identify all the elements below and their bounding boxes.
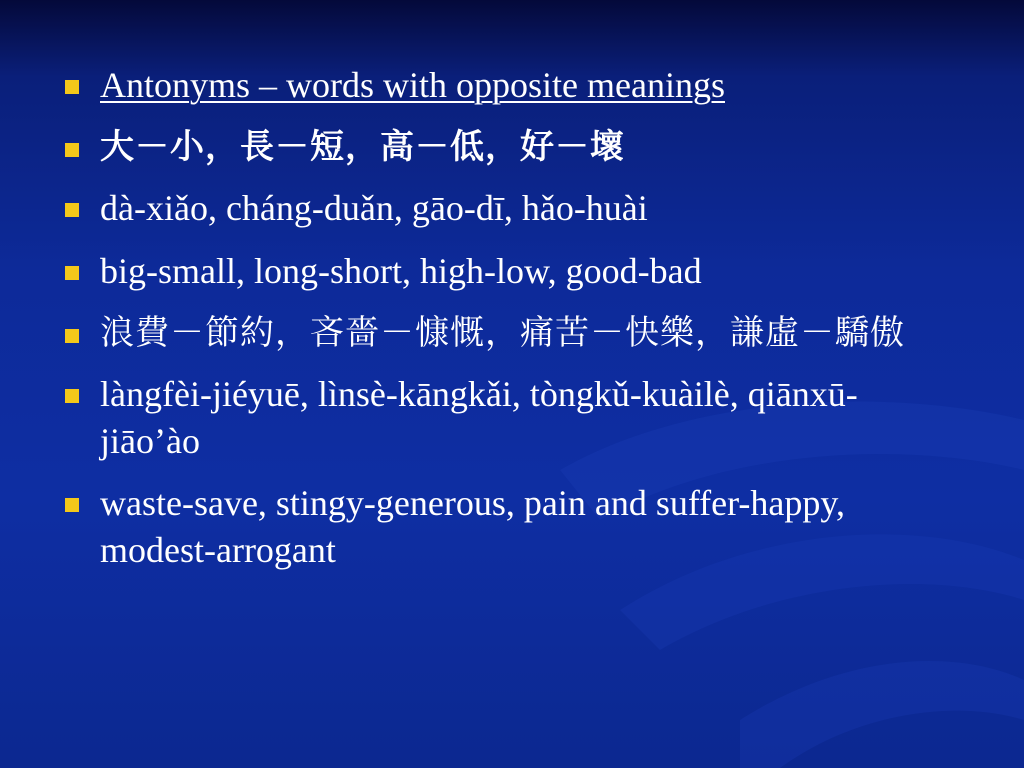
bullet-square-icon bbox=[65, 80, 79, 94]
bullet-item-chinese-advanced bbox=[62, 311, 942, 355]
bullet-item-english-basic bbox=[62, 248, 942, 295]
bullet-list bbox=[62, 62, 942, 590]
bullet-text: dà-xiǎo, cháng-duǎn, gāo-dī, hǎo-huài bbox=[100, 187, 648, 228]
bullet-text: 浪費－節約，吝嗇－慷慨，痛苦－快樂，謙虛－驕傲 bbox=[100, 312, 905, 353]
bullet-square-icon bbox=[65, 329, 79, 343]
bullet-square-icon bbox=[65, 266, 79, 280]
bullet-item-english-advanced bbox=[62, 480, 942, 574]
bullet-text: 大－小，長－短，高－低，好－壞 bbox=[100, 126, 625, 167]
bullet-text: waste-save, stingy-generous, pain and suffer-happy, modest-arrogant bbox=[100, 483, 846, 571]
bullet-item-definition bbox=[62, 62, 942, 109]
bullet-item-pinyin-advanced bbox=[62, 371, 942, 465]
bullet-item-pinyin-basic bbox=[62, 185, 942, 232]
bullet-square-icon bbox=[65, 498, 79, 512]
bullet-item-chinese-basic bbox=[62, 125, 942, 169]
bullet-text: Antonyms – words with opposite meanings bbox=[100, 65, 725, 105]
bullet-square-icon bbox=[65, 143, 79, 157]
bullet-text: làngfèi-jiéyuē, lìnsè-kāngkǎi, tòngkǔ-kuàilè, qiānxū-jiāo’ào bbox=[100, 373, 858, 461]
bullet-text: big-small, long-short, high-low, good-bad bbox=[100, 250, 702, 291]
bullet-square-icon bbox=[65, 389, 79, 403]
bullet-square-icon bbox=[65, 203, 79, 217]
